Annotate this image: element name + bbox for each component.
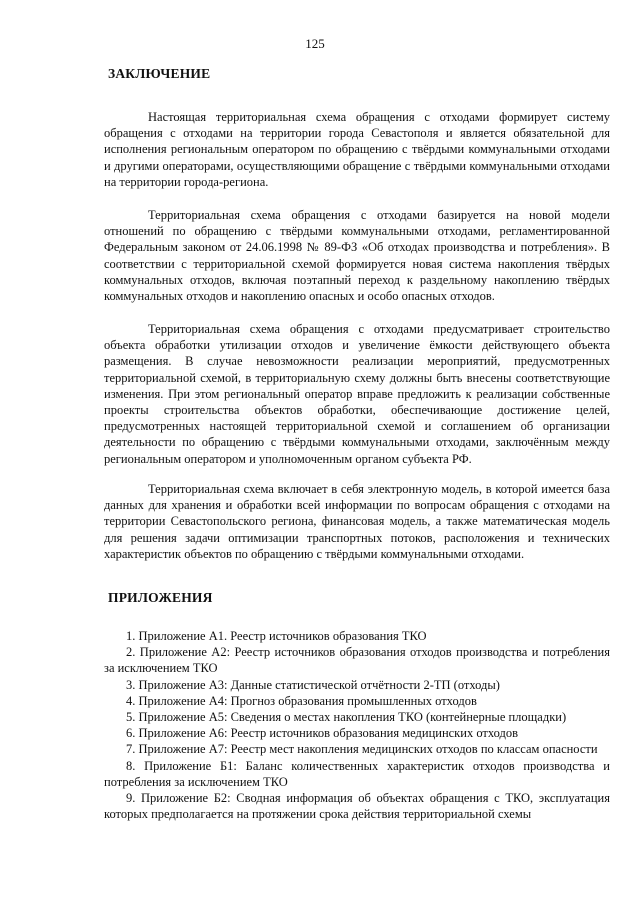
- appendix-item: 4. Приложение А4: Прогноз образования промышленных отходов: [126, 693, 477, 708]
- appendix-item: 8. Приложение Б1: Баланс количественных характеристик отходов производства и потребления за исключением ТКО: [104, 758, 610, 789]
- appendices-heading: ПРИЛОЖЕНИЯ: [108, 590, 213, 605]
- conclusion-heading: ЗАКЛЮЧЕНИЕ: [108, 66, 211, 81]
- conclusion-paragraph-1: Настоящая территориальная схема обращения с отходами формирует систему обращения с отходами на территории города Севастополя и является обязательной для исполнения региональным оператором по обращению с твёрдыми коммунальными отходами и другими операторами, осуществляющими обращение с твёрдыми коммунальными отходами на территории города-региона.: [104, 110, 610, 189]
- appendix-item: 5. Приложение А5: Сведения о местах накопления ТКО (контейнерные площадки): [126, 710, 567, 725]
- page-number: 125: [305, 36, 325, 51]
- appendix-list: [104, 628, 610, 822]
- conclusion-paragraph-2: Территориальная схема обращения с отходами базируется на новой модели отношений по обращению с твёрдыми коммунальными отходами, регламентированной Федеральным законом от 24.06.1998 № 89-ФЗ «Об отходах производства и потребления». В соответствии с территориальной схемой формируется новая система накопления твёрдых коммунальных отходов, включая поэтапный переход к раздельному накоплению твёрдых коммунальных отходов и накоплению опасных и особо опасных отходов.: [104, 208, 610, 304]
- appendix-item: 6. Приложение А6: Реестр источников образования медицинских отходов: [126, 726, 519, 741]
- appendix-item: 7. Приложение А7: Реестр мест накопления медицинских отходов по классам опасности: [126, 742, 598, 757]
- appendix-item: 2. Приложение А2: Реестр источников образования отходов производства и потребления за исключением ТКО: [104, 645, 610, 676]
- conclusion-paragraph-4: Территориальная схема включает в себя электронную модель, в которой имеется база данных для хранения и обработки всей информации по вопросам обращения с отходами на территории Севастопольского региона, финансовая модель, а также математическая модель для решения задачи оптимизации транспортных потоков, расположения и технических характеристик объектов по обращению с твёрдыми коммунальными отходами.: [104, 482, 610, 561]
- appendix-item: 3. Приложение А3: Данные статистической отчётности 2-ТП (отходы): [126, 677, 500, 692]
- conclusion-paragraph-3: Территориальная схема обращения с отходами предусматривает строительство объекта обработки утилизации отходов и увеличение ёмкости действующего объекта размещения. В случае невозможности реализации мероприятий, предусмотренных территориальной схемой, в территориальную схему должны быть внесены соответствующие изменения. При этом региональный оператор вправе предложить к реализации собственные проекты строительства объектов обработки, обеспечивающие достижение целей, предусмотренных настоящей территориальной схемой и соглашением об организации деятельности по обращению с твёрдыми коммунальными отходами, заключённым между региональным оператором и уполномоченным органом субъекта РФ.: [104, 322, 610, 466]
- appendix-item: 1. Приложение А1. Реестр источников образования ТКО: [126, 629, 427, 643]
- appendix-item: 9. Приложение Б2: Сводная информация об объектах обращения с ТКО, эксплуатация которых предполагается на протяжении срока действия территориальной схемы: [104, 791, 610, 822]
